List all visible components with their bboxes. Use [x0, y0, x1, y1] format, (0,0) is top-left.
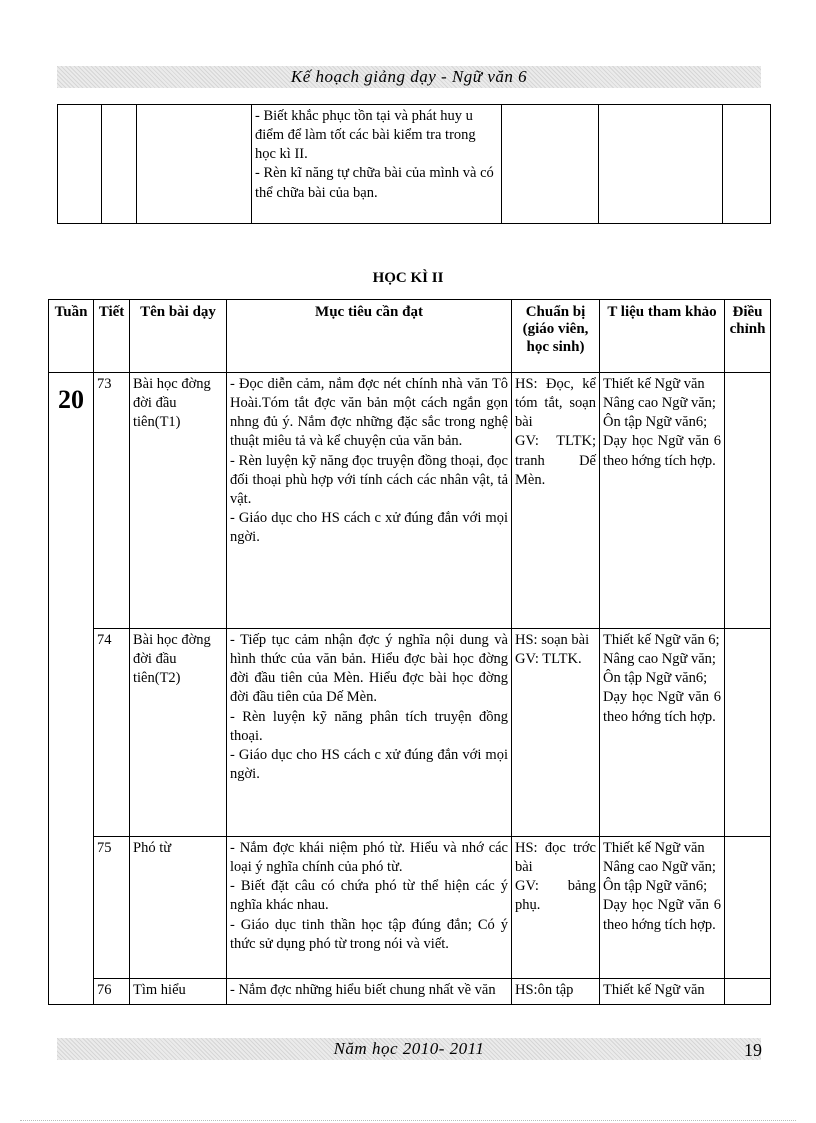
header-period: Tiết — [94, 300, 130, 373]
table-row — [49, 629, 771, 837]
header-references: T liệu tham khảo — [600, 300, 725, 373]
page-number: 19 — [744, 1040, 762, 1060]
objective-line: - Biết khắc phục tồn tại và phát huy u điểm để làm tốt các bài kiểm tra trong học kì II. — [255, 108, 476, 163]
adjustment-cell — [725, 373, 771, 629]
lesson-plan-table — [48, 299, 771, 1005]
footer-band — [57, 1038, 761, 1060]
preparation-cell: HS: Đọc, kể tóm tắt, soạn bài GV: TLTK; tranh Dế Mèn. — [512, 373, 600, 629]
footer-school-year: Năm học 2010- 2011 — [333, 1039, 485, 1058]
preparation-cell: HS: đọc trớc bài GV: bảng phụ. — [512, 837, 600, 979]
references-cell: Thiết kế Ngữ văn 6; Nâng cao Ngữ văn; Ôn tập Ngữ văn6; Dạy học Ngữ văn 6 theo hớng tích hợp. — [600, 629, 725, 837]
header-adjustment: Điều chỉnh — [725, 300, 771, 373]
week-number: 20 — [49, 373, 94, 1005]
references-cell: Thiết kế Ngữ văn — [600, 979, 725, 1005]
objective-line: - Rèn kĩ năng tự chữa bài của mình và có thể chữa bài của bạn. — [255, 165, 494, 201]
objectives-cell: - Đọc diễn cảm, nắm đợc nét chính nhà văn Tô Hoài.Tóm tắt đợc văn bản một cách ngắn gọn nhng đủ ý. Nắm đợc những đặc sắc trong nghệ thuật miêu tả và kể chuyện của văn bản. - Rèn luyện kỹ năng đọc truyện đồng thoại, đọc đối thoại phù hợp với tính cách các nhân vật, tả vật. - Giáo dục cho HS cách c xử đúng đắn với mọi ngời. — [227, 373, 512, 629]
carry-over-table — [57, 104, 771, 224]
period-cell: 73 — [94, 373, 130, 629]
preparation-cell: HS:ôn tập — [512, 979, 600, 1005]
carry-over-objectives — [252, 105, 502, 224]
lesson-name-cell: Phó từ — [130, 837, 227, 979]
table-row — [58, 105, 771, 224]
adjustment-cell — [725, 837, 771, 979]
table-row — [49, 979, 771, 1005]
header-week: Tuần — [49, 300, 94, 373]
period-cell: 74 — [94, 629, 130, 837]
header-preparation: Chuẩn bị (giáo viên, học sinh) — [512, 300, 600, 373]
header-objectives: Mục tiêu cần đạt — [227, 300, 512, 373]
references-cell: Thiết kế Ngữ văn Nâng cao Ngữ văn; Ôn tập Ngữ văn6; Dạy học Ngữ văn 6 theo hớng tích hợp. — [600, 373, 725, 629]
lesson-name-cell: Bài học đờng đời đầu tiên(T2) — [130, 629, 227, 837]
adjustment-cell — [725, 979, 771, 1005]
objectives-cell: - Tiếp tục cảm nhận đợc ý nghĩa nội dung và hình thức của văn bản. Hiểu đợc bài học đờng đời đầu tiên của Mèn. Hiểu đợc bài học đờng đời đầu tiên của Dế Mèn. - Rèn luyện kỹ năng phân tích truyện đồng thoại. - Giáo dục cho HS cách c xử đúng đắn với mọi ngời. — [227, 629, 512, 837]
objectives-cell: - Nắm đợc khái niệm phó từ. Hiểu và nhớ các loại ý nghĩa chính của phó từ. - Biết đặt câu có chứa phó từ thể hiện các ý nghĩa khác nhau. - Giáo dục tinh thần học tập đúng đắn; Có ý thức sử dụng phó từ trong nói và viết. — [227, 837, 512, 979]
lesson-name-cell: Tìm hiểu — [130, 979, 227, 1005]
table-header-row — [49, 300, 771, 373]
page-edge-divider — [20, 1120, 796, 1121]
period-cell: 76 — [94, 979, 130, 1005]
references-cell: Thiết kế Ngữ văn Nâng cao Ngữ văn; Ôn tập Ngữ văn6; Dạy học Ngữ văn 6 theo hớng tích hợp. — [600, 837, 725, 979]
section-title: HỌC KÌ II — [372, 270, 444, 286]
header-title: Kế hoạch giảng dạy - Ngữ văn 6 — [290, 67, 528, 86]
table-row — [49, 837, 771, 979]
preparation-cell: HS: soạn bài GV: TLTK. — [512, 629, 600, 837]
header-lesson-name: Tên bài dạy — [130, 300, 227, 373]
adjustment-cell — [725, 629, 771, 837]
header-band — [57, 66, 761, 88]
table-row — [49, 373, 771, 629]
lesson-name-cell: Bài học đờng đời đầu tiên(T1) — [130, 373, 227, 629]
objectives-cell: - Nắm đợc những hiểu biết chung nhất về văn — [227, 979, 512, 1005]
period-cell: 75 — [94, 837, 130, 979]
